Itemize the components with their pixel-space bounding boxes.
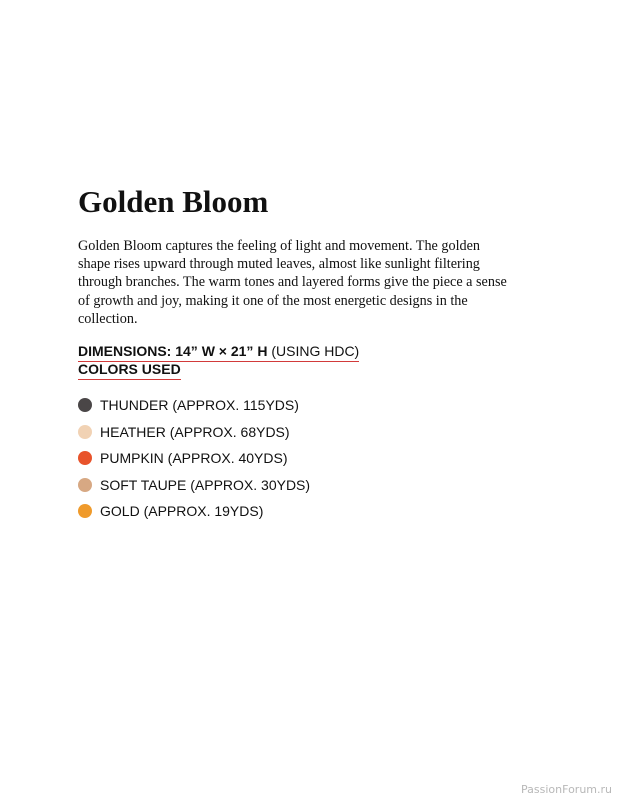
page-title: Golden Bloom	[78, 184, 269, 219]
dimensions-line	[78, 343, 359, 362]
description-line: Golden Bloom captures the feeling of light and movement. The golden	[78, 238, 481, 254]
watermark: PassionForum.ru	[521, 783, 612, 796]
description-line: through branches. The warm tones and layered forms give the piece a sense	[78, 274, 507, 291]
color-swatch-icon	[78, 504, 92, 518]
color-item-gold	[78, 498, 310, 525]
colors-heading-label: COLORS USED	[78, 361, 181, 377]
color-item-pumpkin	[78, 445, 310, 472]
color-item-thunder	[78, 392, 310, 419]
color-label: GOLD (APPROX. 19YDS)	[100, 503, 264, 520]
color-item-soft-taupe	[78, 472, 310, 499]
dimensions-note: (USING HDC)	[267, 343, 360, 359]
dimensions-label: DIMENSIONS: 14” W × 21” H	[78, 343, 268, 359]
design-description	[78, 237, 548, 328]
color-label: SOFT TAUPE (APPROX. 30YDS)	[100, 476, 311, 493]
description-line: of growth and joy, making it one of the most energetic designs in the	[78, 292, 468, 309]
colors-heading	[78, 361, 181, 380]
color-swatch-icon	[78, 451, 92, 465]
color-item-heather	[78, 419, 310, 446]
color-list	[78, 392, 310, 525]
color-label: HEATHER (APPROX. 68YDS)	[100, 423, 290, 440]
color-swatch-icon	[78, 425, 92, 439]
color-label: PUMPKIN (APPROX. 40YDS)	[100, 450, 288, 467]
color-label: THUNDER (APPROX. 115YDS)	[100, 397, 299, 414]
description-line: collection.	[78, 310, 138, 327]
description-line: shape rises upward through muted leaves, almost like sunlight filtering	[78, 256, 480, 273]
color-swatch-icon	[78, 398, 92, 412]
color-swatch-icon	[78, 478, 92, 492]
